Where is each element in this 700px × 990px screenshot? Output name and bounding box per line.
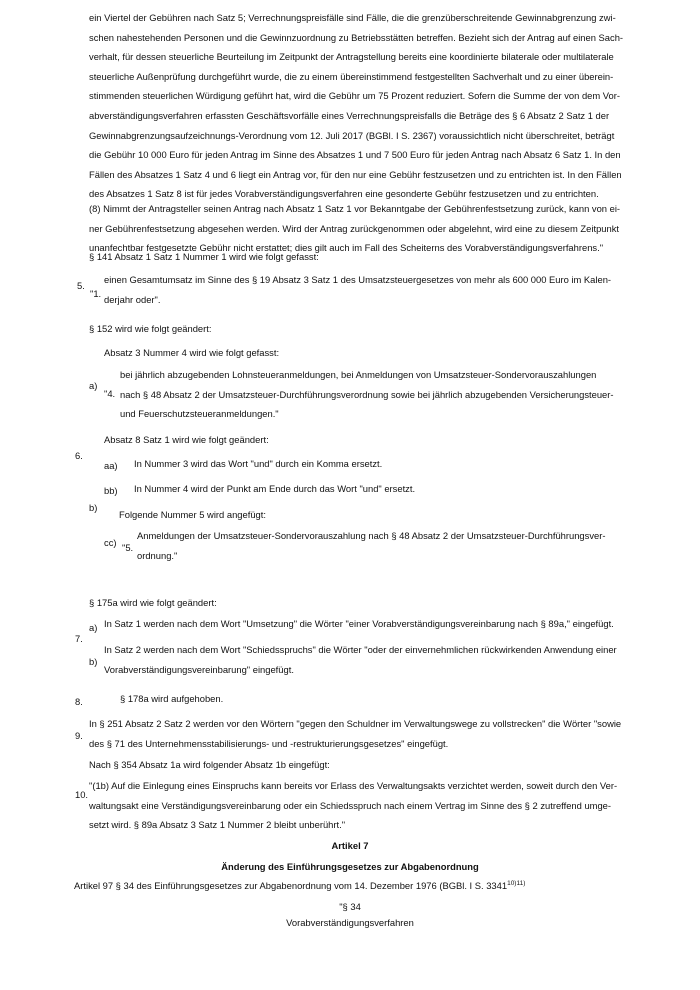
text-line: derjahr oder". (104, 293, 161, 305)
text-line: ordnung." (137, 549, 178, 561)
section-title: Vorabverständigungsverfahren (286, 917, 414, 928)
item-5-quote-number: "1. (90, 288, 102, 299)
text-line: steuerliche Außenprüfung durchgeführt wurde, die zu einem übereinstimmend festgestellten Sachverhalt und zu einer überein- (89, 70, 614, 82)
item-6b-cc-quote-number: "5. (122, 542, 134, 553)
text-line: In § 251 Absatz 2 Satz 2 werden vor den Wörtern "gegen den Schuldner im Verwaltungswege zu vollstrecken" die Wörter "sowie (89, 718, 622, 729)
item-5-text (104, 270, 611, 309)
text-line: Anmeldungen der Umsatzsteuer-Sondervorauszahlung nach § 48 Absatz 2 der Umsatzsteuer-Durchführungsver- (137, 530, 606, 541)
text-line: "(1b) Auf die Einlegung eines Einspruchs kann bereits vor Erlass des Verwaltungsakts verzichtet werden, soweit durch den Ver- (89, 780, 618, 791)
item-6b-aa-text: In Nummer 3 wird das Wort "und" durch ein Komma ersetzt. (134, 458, 383, 469)
text-line: ein Viertel der Gebühren nach Satz 5; Verrechnungspreisfälle sind Fälle, die die grenzüberschreitende Gewinnabgrenzung zwi- (89, 12, 616, 23)
text-line: unanfechtbar festgesetzte Gebühr nicht erstattet; dies gilt auch im Fall des Scheiterns des Vorabverständigungsverfahrens." (89, 242, 604, 254)
item-7b-text (104, 640, 617, 679)
text-line: Fällen des Absatzes 1 Satz 4 und 6 liegt ein Antrag vor, für den nur eine Gebühr festzusetzen und zu entrichten ist. In den Fällen (89, 168, 622, 180)
text-line: einen Gesamtumsatz im Sinne des § 19 Absatz 3 Satz 1 des Umsatzsteuergesetzes von mehr als 600 000 Euro im Kalen- (104, 274, 612, 285)
item-7b-label: b) (89, 656, 98, 667)
footnote-reference: 10)11) (507, 880, 526, 887)
article-heading: Artikel 7 (331, 840, 369, 851)
item-6b-cc-intro: Folgende Nummer 5 wird angefügt: (119, 509, 266, 520)
text-line: nach § 48 Absatz 2 der Umsatzsteuer-Durchführungsverordnung sowie bei jährlich abzugebenden Versicherungsteuer- (120, 388, 614, 400)
item-7-intro: § 175a wird wie folgt geändert: (89, 597, 217, 608)
item-6b-bb-label: bb) (104, 485, 118, 496)
text-line: und Feuerschutzsteueranmeldungen." (120, 408, 279, 420)
text-line: waltungsakt eine Verständigungsvereinbarung oder ein Schiedsspruch nach einem Vertrag im Sinne des § 2 zutreffend umge- (89, 799, 612, 811)
item-6a-intro: Absatz 3 Nummer 4 wird wie folgt gefasst: (104, 347, 280, 358)
text-line: bei jährlich abzugebenden Lohnsteueranmeldungen, bei Anmeldungen von Umsatzsteuer-Sondervorauszahlungen (120, 369, 597, 380)
item-6b-label: b) (89, 502, 98, 513)
article-intro (74, 880, 525, 891)
item-10-text (89, 776, 617, 835)
text-line: ner Gebührenfestsetzung abgesehen werden. Wird der Antrag zurückgenommen oder abgelehnt, wird eine zu diesem Zeitpunkt (89, 222, 619, 234)
text-line: stimmenden steuerlichen Würdigung geführt hat, wird die Gebühr um 75 Prozent reduziert. Sofern die Summe der von dem Vor- (89, 90, 620, 102)
paragraph-fee-reduction (89, 8, 623, 204)
item-8-number: 8. (75, 696, 83, 707)
item-9-number: 9. (75, 730, 83, 741)
item-7a-text: In Satz 1 werden nach dem Wort "Umsetzung" die Wörter "einer Vorabverständigungsvereinbarung nach § 89a," eingefügt. (104, 618, 614, 629)
item-9-text (89, 714, 621, 753)
text-line: die Gebühr 10 000 Euro für jeden Antrag im Sinne des Absatzes 1 und 7 500 Euro für jeden Antrag nach Absatz 6 Satz 1. In den (89, 149, 621, 161)
text-line: des § 71 des Unternehmensstabilisierungs- und -restrukturierungsgesetzes" eingefügt. (89, 737, 449, 749)
item-6b-aa-label: aa) (104, 460, 118, 471)
text-line: Gewinnabgrenzungsaufzeichnungs-Verordnung vom 12. Juli 2017 (BGBl. I S. 2367) voraussichtlich nicht überschreitet, beträgt (89, 129, 615, 141)
item-6a-label: a) (89, 380, 98, 391)
item-6b-bb-text: In Nummer 4 wird der Punkt am Ende durch das Wort "und" ersetzt. (134, 483, 416, 494)
item-6a-quote-number: "4. (104, 388, 116, 399)
text-line: abverständigungsverfahren erfassten Geschäftsvorfälle eines Verrechnungspreisfalls die Beträge des § 6 Absatz 2 Satz 1 der (89, 109, 610, 121)
text-line: des Absatzes 1 Satz 8 ist für jedes Vorabverständigungsverfahren eine gesonderte Gebühr festzusetzen und zu entrichten. (89, 188, 599, 200)
article-title: Änderung des Einführungsgesetzes zur Abgabenordnung (221, 861, 479, 872)
item-6-intro: § 152 wird wie folgt geändert: (89, 323, 212, 334)
section-number: "§ 34 (339, 901, 361, 912)
item-7a-label: a) (89, 622, 98, 633)
text-line: Vorabverständigungsvereinbarung" eingefügt. (104, 663, 294, 675)
text-line: verhalt, für dessen steuerliche Beurteilung im Zeitpunkt der Antragstellung bereits eine koordinierte bilaterale oder multilaterale (89, 51, 614, 63)
article-intro-text: Artikel 97 § 34 des Einführungsgesetzes zur Abgabenordnung vom 14. Dezember 1976 (BGBl. I S. 3341 (74, 880, 508, 891)
item-10-number: 10. (75, 789, 89, 800)
item-10-intro: Nach § 354 Absatz 1a wird folgender Absatz 1b eingefügt: (89, 759, 330, 770)
paragraph-8 (89, 199, 620, 258)
text-line: schen nahestehenden Personen und die Gewinnzuordnung zu Betriebsstätten betreffen. Bezieht sich der Antrag auf einen Sach- (89, 31, 624, 43)
item-5-number: 5. (77, 280, 85, 291)
item-6b-cc-label: cc) (104, 537, 117, 548)
item-6b-intro: Absatz 8 Satz 1 wird wie folgt geändert: (104, 434, 269, 445)
text-line: (8) Nimmt der Antragsteller seinen Antrag nach Absatz 1 Satz 1 vor Bekanntgabe der Gebührenfestsetzung zurück, kann von ei- (89, 203, 621, 214)
item-6a-text (120, 365, 614, 424)
item-6b-cc-text (137, 526, 605, 565)
item-7-number: 7. (75, 633, 83, 644)
item-5-intro: § 141 Absatz 1 Satz 1 Nummer 1 wird wie folgt gefasst: (89, 251, 319, 262)
text-line: setzt wird. § 89a Absatz 3 Satz 1 Nummer 2 bleibt unberührt." (89, 819, 346, 831)
text-line: In Satz 2 werden nach dem Wort "Schiedsspruchs" die Wörter "oder der einvernehmlichen rückwirkenden Anwendung einer (104, 644, 617, 655)
item-8-text: § 178a wird aufgehoben. (120, 693, 224, 704)
item-6-number: 6. (75, 450, 83, 461)
